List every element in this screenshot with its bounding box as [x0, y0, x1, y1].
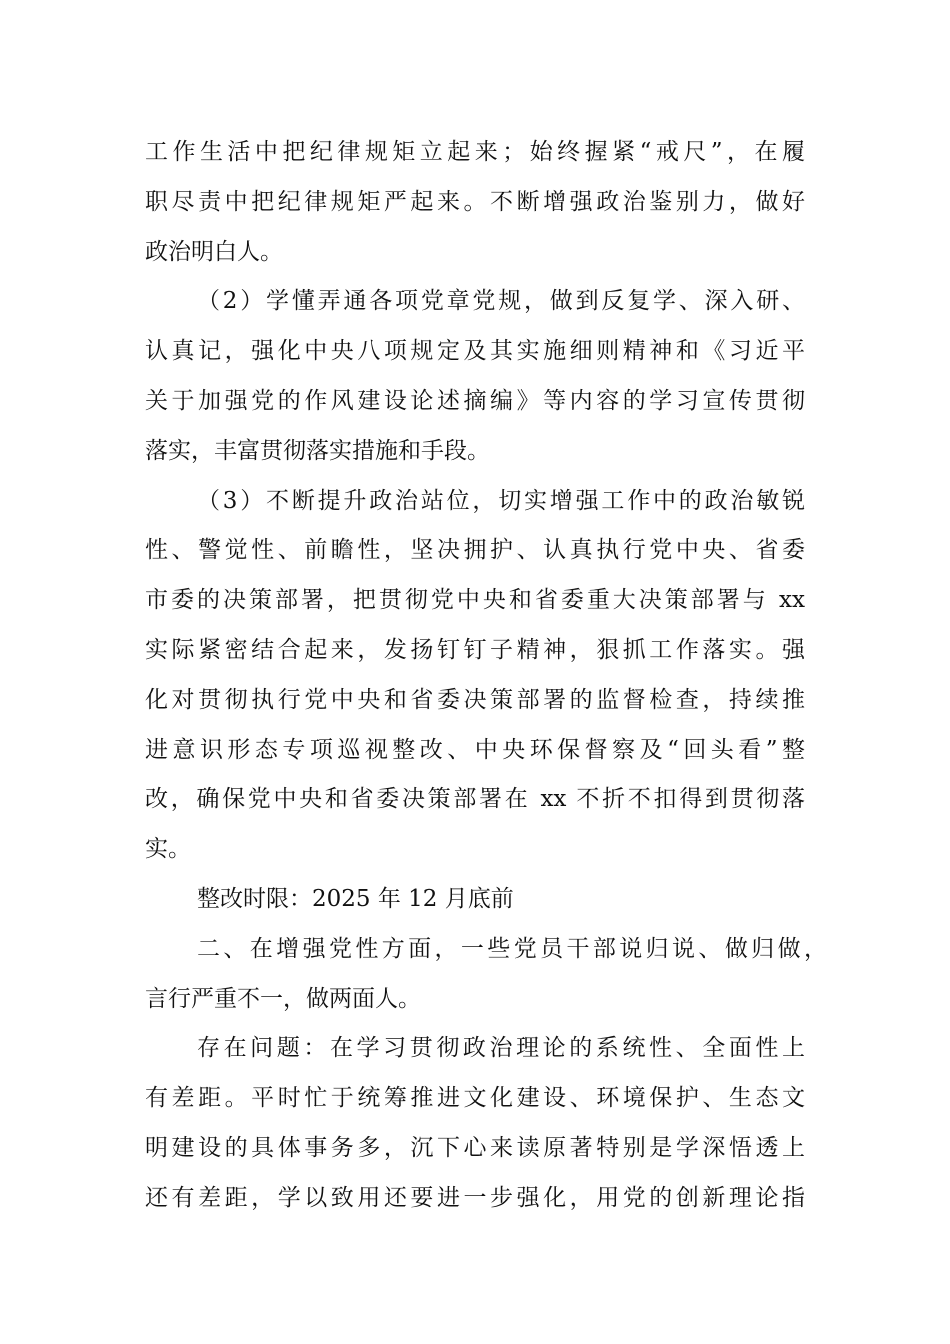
text-line: 认真记，强化中央八项规定及其实施细则精神和《习近平 — [145, 338, 805, 365]
text-line: 改，确保党中央和省委决策部署在 xx 不折不扣得到贯彻落 — [145, 786, 805, 813]
text-line: 实际紧密结合起来，发扬钉钉子精神，狠抓工作落实。强 — [145, 637, 805, 663]
text-line: 工作生活中把纪律规矩立起来；始终握紧“戒尺”，在履 — [145, 139, 805, 165]
text-line: 化对贯彻执行党中央和省委决策部署的监督检查，持续推 — [145, 686, 805, 713]
text-line: 落实，丰富贯彻落实措施和手段。 — [145, 437, 490, 464]
text-line: 性、警觉性、前瞻性，坚决拥护、认真执行党中央、省委 — [145, 537, 805, 564]
text-line: （3）不断提升政治站位，切实增强工作中的政治敏锐 — [197, 487, 805, 514]
text-line: 明建设的具体事务多，沉下心来读原著特别是学深悟透上 — [145, 1135, 805, 1161]
text-line: 言行严重不一，做两面人。 — [145, 985, 421, 1012]
text-line: 二、在增强党性方面，一些党员干部说归说、做归做， — [197, 935, 827, 962]
text-line: 职尽责中把纪律规矩严起来。不断增强政治鉴别力，做好 — [145, 188, 805, 215]
text-line: 实。 — [145, 836, 191, 863]
text-line: （2）学懂弄通各项党章党规，做到反复学、深入研、 — [197, 288, 805, 315]
text-line: 有差距。平时忙于统筹推进文化建设、环境保护、生态文 — [145, 1085, 805, 1112]
text-line: 关于加强党的作风建设论述摘编》等内容的学习宣传贯彻 — [145, 388, 805, 414]
text-line: 市委的决策部署，把贯彻党中央和省委重大决策部署与 xx — [145, 587, 805, 614]
text-line: 存在问题：在学习贯彻政治理论的系统性、全面性上 — [197, 1035, 805, 1062]
text-line: 政治明白人。 — [145, 238, 283, 265]
text-line: 进意识形态专项巡视整改、中央环保督察及“回头看”整 — [145, 736, 805, 763]
text-line: 还有差距，学以致用还要进一步强化，用党的创新理论指 — [145, 1184, 805, 1211]
text-line: 整改时限：2025 年 12 月底前 — [197, 886, 514, 912]
